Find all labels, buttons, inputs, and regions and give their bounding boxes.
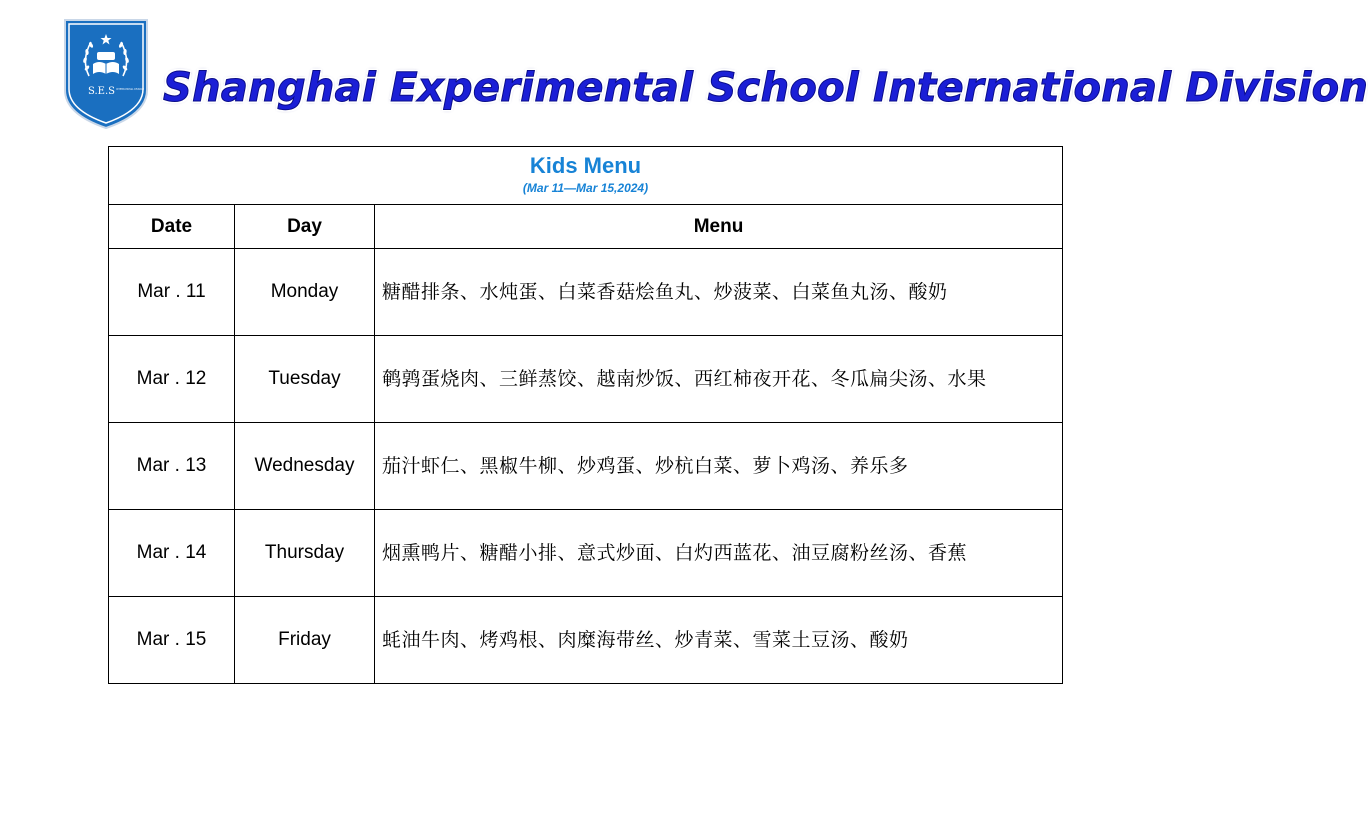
column-header-row [109, 205, 1063, 249]
menu-title-row [109, 147, 1063, 205]
column-header-menu: Menu [375, 205, 1063, 249]
menu-date-range: (Mar 11—Mar 15,2024) [522, 181, 649, 195]
table-row [109, 510, 1063, 597]
row-date: Mar . 13 [109, 423, 235, 510]
kids-menu-table [108, 146, 1063, 684]
row-date: Mar . 11 [109, 249, 235, 336]
row-day: Tuesday [235, 336, 375, 423]
logo-text: S.E.S [88, 86, 116, 97]
table-row [109, 249, 1063, 336]
row-date: Mar . 15 [109, 597, 235, 684]
column-header-day: Day [235, 205, 375, 249]
row-date: Mar . 12 [109, 336, 235, 423]
row-menu-items: 鹌鹑蛋烧肉、三鲜蒸饺、越南炒饭、西红柿夜开花、冬瓜扁尖汤、水果 [375, 336, 1063, 423]
menu-title: Kids Menu [529, 153, 642, 178]
row-menu-items: 糖醋排条、水炖蛋、白菜香菇烩鱼丸、炒菠菜、白菜鱼丸汤、酸奶 [375, 249, 1063, 336]
table-row [109, 597, 1063, 684]
school-name-heading: Shanghai Experimental School International Division [163, 65, 1368, 111]
row-day: Wednesday [235, 423, 375, 510]
row-menu-items: 茄汁虾仁、黑椒牛柳、炒鸡蛋、炒杭白菜、萝卜鸡汤、养乐多 [375, 423, 1063, 510]
logo-subtext: INTERNATIONAL DIVISION [116, 88, 154, 91]
school-crest-logo [63, 18, 154, 130]
column-header-date: Date [109, 205, 235, 249]
row-menu-items: 烟熏鸭片、糖醋小排、意式炒面、白灼西蓝花、油豆腐粉丝汤、香蕉 [375, 510, 1063, 597]
row-date: Mar . 14 [109, 510, 235, 597]
row-day: Thursday [235, 510, 375, 597]
row-menu-items: 蚝油牛肉、烤鸡根、肉糜海带丝、炒青菜、雪菜土豆汤、酸奶 [375, 597, 1063, 684]
table-row [109, 336, 1063, 423]
menu-title-cell [109, 147, 1063, 205]
row-day: Monday [235, 249, 375, 336]
table-row [109, 423, 1063, 510]
row-day: Friday [235, 597, 375, 684]
